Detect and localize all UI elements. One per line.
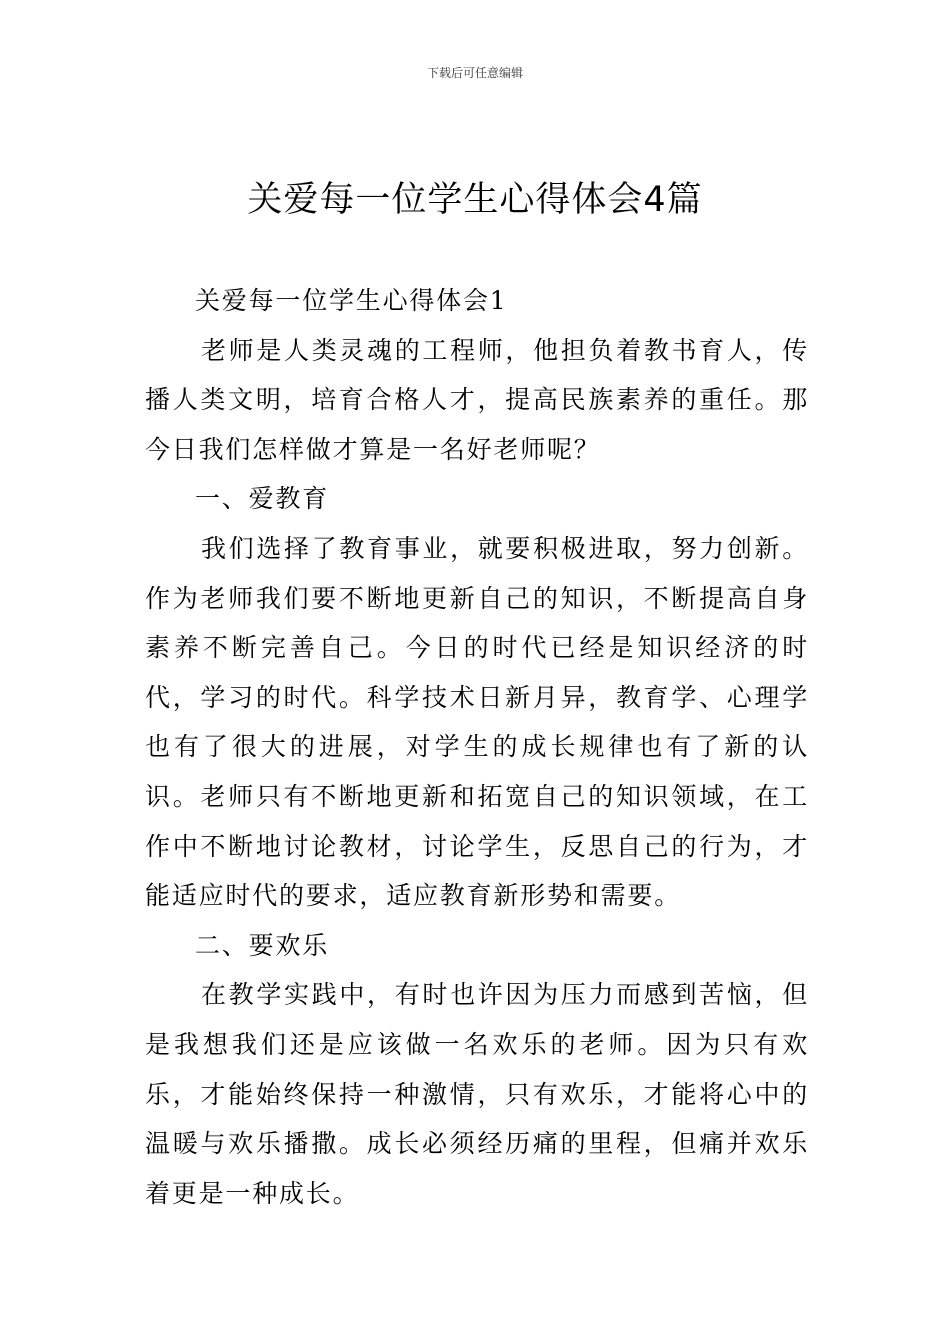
paragraph-love-education: 我们选择了教育事业，就要积极进取，努力创新。作为老师我们要不断地更新自己的知识，不断提高自身素养不断完善自己。今日的时代已经是知识经济的时代，学习的时代。科学技术日新月异，教育学、心理学也有了很大的进展，对学生的成长规律也有了新的认识。老师只有不断地更新和拓宽自己的知识领域，在工作中不断地讨论教材，讨论学生，反思自己的行为，才能适应时代的要求，适应教育新形势和需要。 <box>145 533 809 911</box>
intro-paragraph: 老师是人类灵魂的工程师，他担负着教书育人，传播人类文明，培育合格人才，提高民族素养的重任。那今日我们怎样做才算是一名好老师呢？ <box>145 335 809 464</box>
header-note: 下载后可任意编辑 <box>426 66 523 80</box>
document-title: 关爱每一位学生心得体会4篇 <box>247 180 703 220</box>
paragraph-be-happy: 在教学实践中，有时也许因为压力而感到苦恼，但是我想我们还是应该做一名欢乐的老师。因为只有欢乐，才能始终保持一种激情，只有欢乐，才能将心中的温暖与欢乐播撒。成长必须经历痛的里程，但痛并欢乐着更是一种成长。 <box>145 980 809 1208</box>
document-body <box>145 276 809 1218</box>
heading-love-education: 一、爱教育 <box>195 484 330 514</box>
heading-be-happy: 二、要欢乐 <box>195 930 330 960</box>
section-title: 关爱每一位学生心得体会1 <box>195 286 508 315</box>
